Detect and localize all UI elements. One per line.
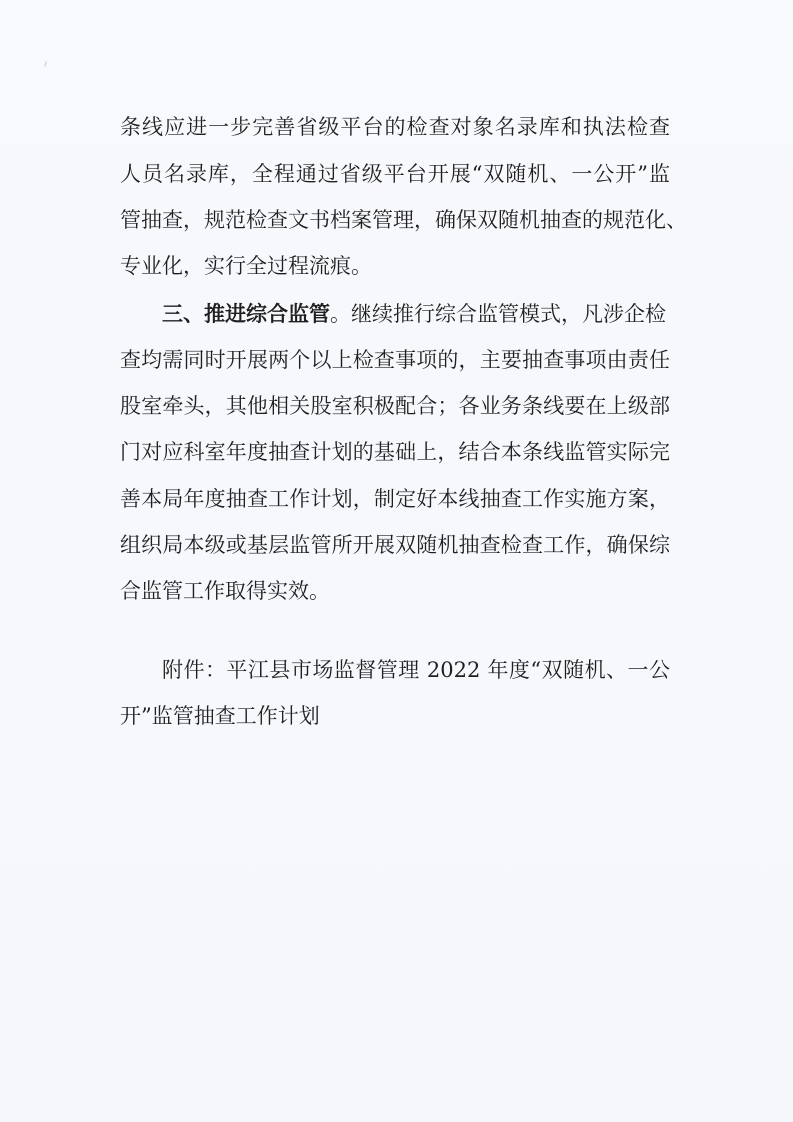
paragraph-2-line-1: 三、推进综合监管。继续推行综合监管模式，凡涉企检 [162,302,666,326]
paragraph-1-line-1: 条线应进一步完善省级平台的检查对象名录库和执法检查 [120,115,670,139]
paragraph-2-line-4: 门对应科室年度抽查计划的基础上，结合本条线监管实际完 [120,440,670,464]
attachment-line-1: 附件：平江县市场监督管理 2022 年度“双随机、一公 [162,658,670,682]
paragraph-2-line-6: 组织局本级或基层监管所开展双随机抽查检查工作，确保综 [120,533,670,557]
scan-speck [44,62,49,68]
attachment-line-2: 开”监管抽查工作计划 [120,704,320,728]
paragraph-1-line-2: 人员名录库，全程通过省级平台开展“双随机、一公开”监 [120,162,670,186]
paragraph-2-line-3: 股室牵头，其他相关股室积极配合；各业务条线要在上级部 [120,394,670,418]
paragraph-2-line-7: 合监管工作取得实效。 [120,579,330,603]
paragraph-1-line-4: 专业化，实行全过程流痕。 [120,254,372,278]
paragraph-2-line-5: 善本局年度抽查工作计划，制定好本线抽查工作实施方案， [120,487,670,511]
section-heading: 三、推进综合监管 [162,302,330,326]
paragraph-2-line-2: 查均需同时开展两个以上检查事项的，主要抽查事项由责任 [120,348,670,372]
paragraph-1-line-3: 管抽查，规范检查文书档案管理，确保双随机抽查的规范化、 [120,208,687,232]
